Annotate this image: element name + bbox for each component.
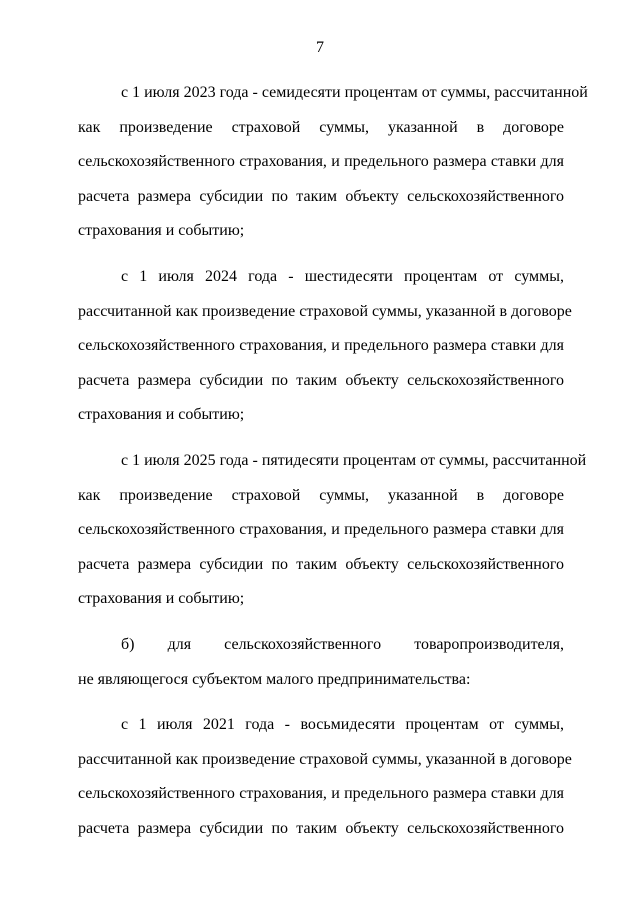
text-line: сельскохозяйственного страхования, и предельного размера ставки для bbox=[78, 521, 564, 539]
text-line: расчета размера субсидии по таким объекту сельскохозяйственного bbox=[78, 819, 564, 837]
text-line: сельскохозяйственного страхования, и предельного размера ставки для bbox=[78, 153, 564, 171]
text-line: расчета размера субсидии по таким объекту сельскохозяйственного bbox=[78, 187, 564, 205]
text-line: страхования и событию; bbox=[78, 590, 245, 608]
page-number: 7 bbox=[316, 39, 324, 56]
paragraph-2024 bbox=[78, 260, 572, 433]
paragraph-item-b bbox=[78, 628, 564, 697]
text-line: расчета размера субсидии по таким объекту сельскохозяйственного bbox=[78, 371, 564, 389]
text-line: как произведение страховой суммы, указанной в договоре bbox=[78, 118, 564, 136]
text-line: рассчитанной как произведение страховой суммы, указанной в договоре bbox=[78, 750, 572, 768]
paragraph-2025 bbox=[78, 444, 587, 617]
text-line: с 1 июля 2025 года - пятидесяти процентам от суммы, рассчитанной bbox=[121, 451, 587, 469]
text-line: как произведение страховой суммы, указанной в договоре bbox=[78, 486, 564, 504]
text-line: с 1 июля 2023 года - семидесяти процентам от суммы, рассчитанной bbox=[121, 84, 588, 101]
text-line: страхования и событию; bbox=[78, 222, 245, 240]
text-line: рассчитанной как произведение страховой суммы, указанной в договоре bbox=[78, 302, 572, 320]
paragraph-2023 bbox=[78, 76, 588, 249]
document-body bbox=[78, 76, 588, 846]
text-line: с 1 июля 2021 года - восьмидесяти процентам от суммы, bbox=[121, 716, 564, 734]
text-line: б) для сельскохозяйственного товаропроизводителя, bbox=[121, 635, 564, 653]
text-line: страхования и событию; bbox=[78, 406, 245, 424]
text-line: сельскохозяйственного страхования, и предельного размера ставки для bbox=[78, 337, 564, 355]
text-line: расчета размера субсидии по таким объекту сельскохозяйственного bbox=[78, 555, 564, 573]
text-line: не являющегося субъектом малого предпринимательства: bbox=[78, 670, 471, 688]
text-line: с 1 июля 2024 года - шестидесяти процентам от суммы, bbox=[121, 267, 564, 285]
text-line: сельскохозяйственного страхования, и предельного размера ставки для bbox=[78, 785, 564, 803]
paragraph-2021 bbox=[78, 708, 572, 846]
